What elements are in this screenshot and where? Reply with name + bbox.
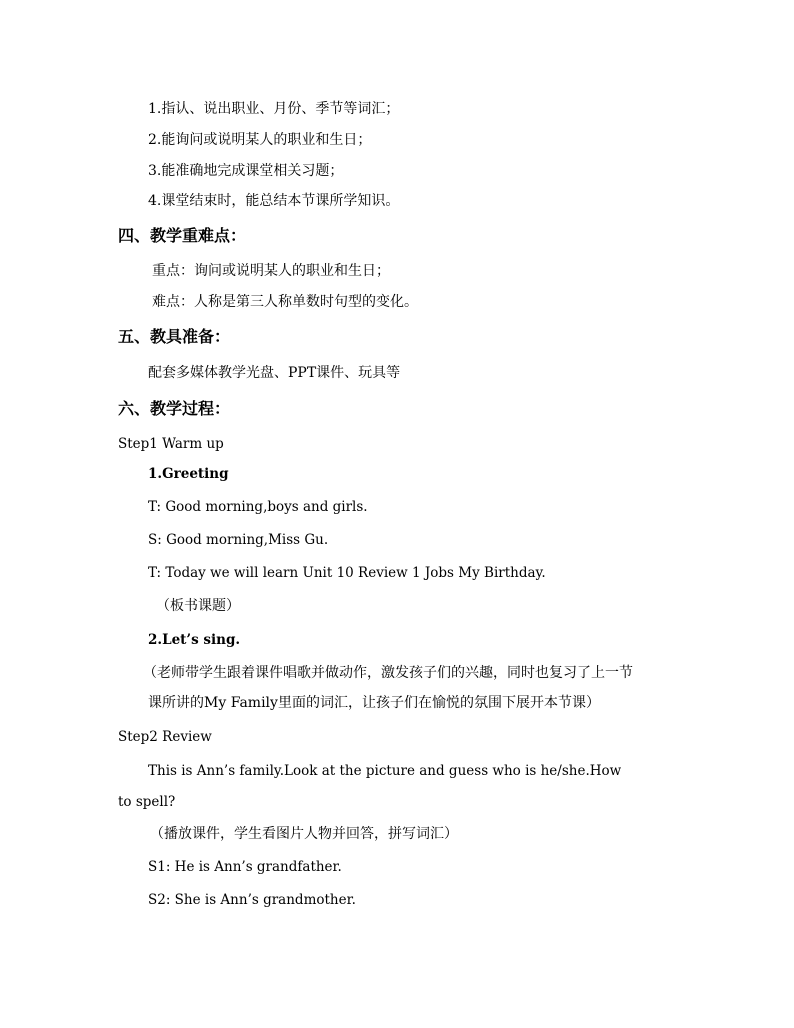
sing-note-line-1: （老师带学生跟着课件唱歌并做动作，激发孩子们的兴趣，同时也复习了上一节	[143, 665, 633, 681]
sing-note-line-2: 课所讲的My Family里面的词汇，让孩子们在愉悦的氛围下展开本节课）	[148, 695, 600, 711]
s1-line: S1: He is Ann’s grandfather.	[148, 859, 342, 875]
step1-title: Step1 Warm up	[118, 436, 224, 452]
difficulty: 难点：人称是第三人称单数时句型的变化。	[152, 294, 418, 310]
section-5-heading: 五、教具准备：	[118, 327, 231, 346]
objective-3: 3.能准确地完成课堂相关习题；	[148, 163, 344, 179]
key-point: 重点：询问或说明某人的职业和生日；	[152, 263, 390, 279]
step2-note: （播放课件，学生看图片人物并回答，拼写词汇）	[150, 826, 458, 842]
step2-title: Step2 Review	[118, 729, 212, 745]
s2-line: S2: She is Ann’s grandmother.	[148, 892, 356, 908]
sing-title: 2.Let’s sing.	[148, 632, 241, 648]
board-note: （板书课题）	[156, 598, 240, 614]
objective-2: 2.能询问或说明某人的职业和生日；	[148, 132, 372, 148]
step2-intro-line-1: This is Ann’s family.Look at the picture and guess who is he/she.How	[148, 763, 622, 779]
objective-4: 4.课堂结束时，能总结本节课所学知识。	[148, 193, 400, 209]
student-line: S: Good morning,Miss Gu.	[148, 532, 329, 548]
section-6-heading: 六、教学过程：	[118, 399, 231, 418]
materials-text: 配套多媒体教学光盘、PPT课件、玩具等	[148, 365, 401, 381]
teacher-line-2: T: Today we will learn Unit 10 Review 1 Jobs My Birthday.	[148, 565, 546, 581]
section-4-heading: 四、教学重难点：	[118, 226, 247, 245]
greeting-title: 1.Greeting	[148, 466, 229, 482]
objective-1: 1.指认、说出职业、月份、季节等词汇；	[148, 101, 400, 117]
step2-intro-line-2: to spell?	[118, 794, 176, 810]
teacher-line-1: T: Good morning,boys and girls.	[148, 499, 368, 515]
